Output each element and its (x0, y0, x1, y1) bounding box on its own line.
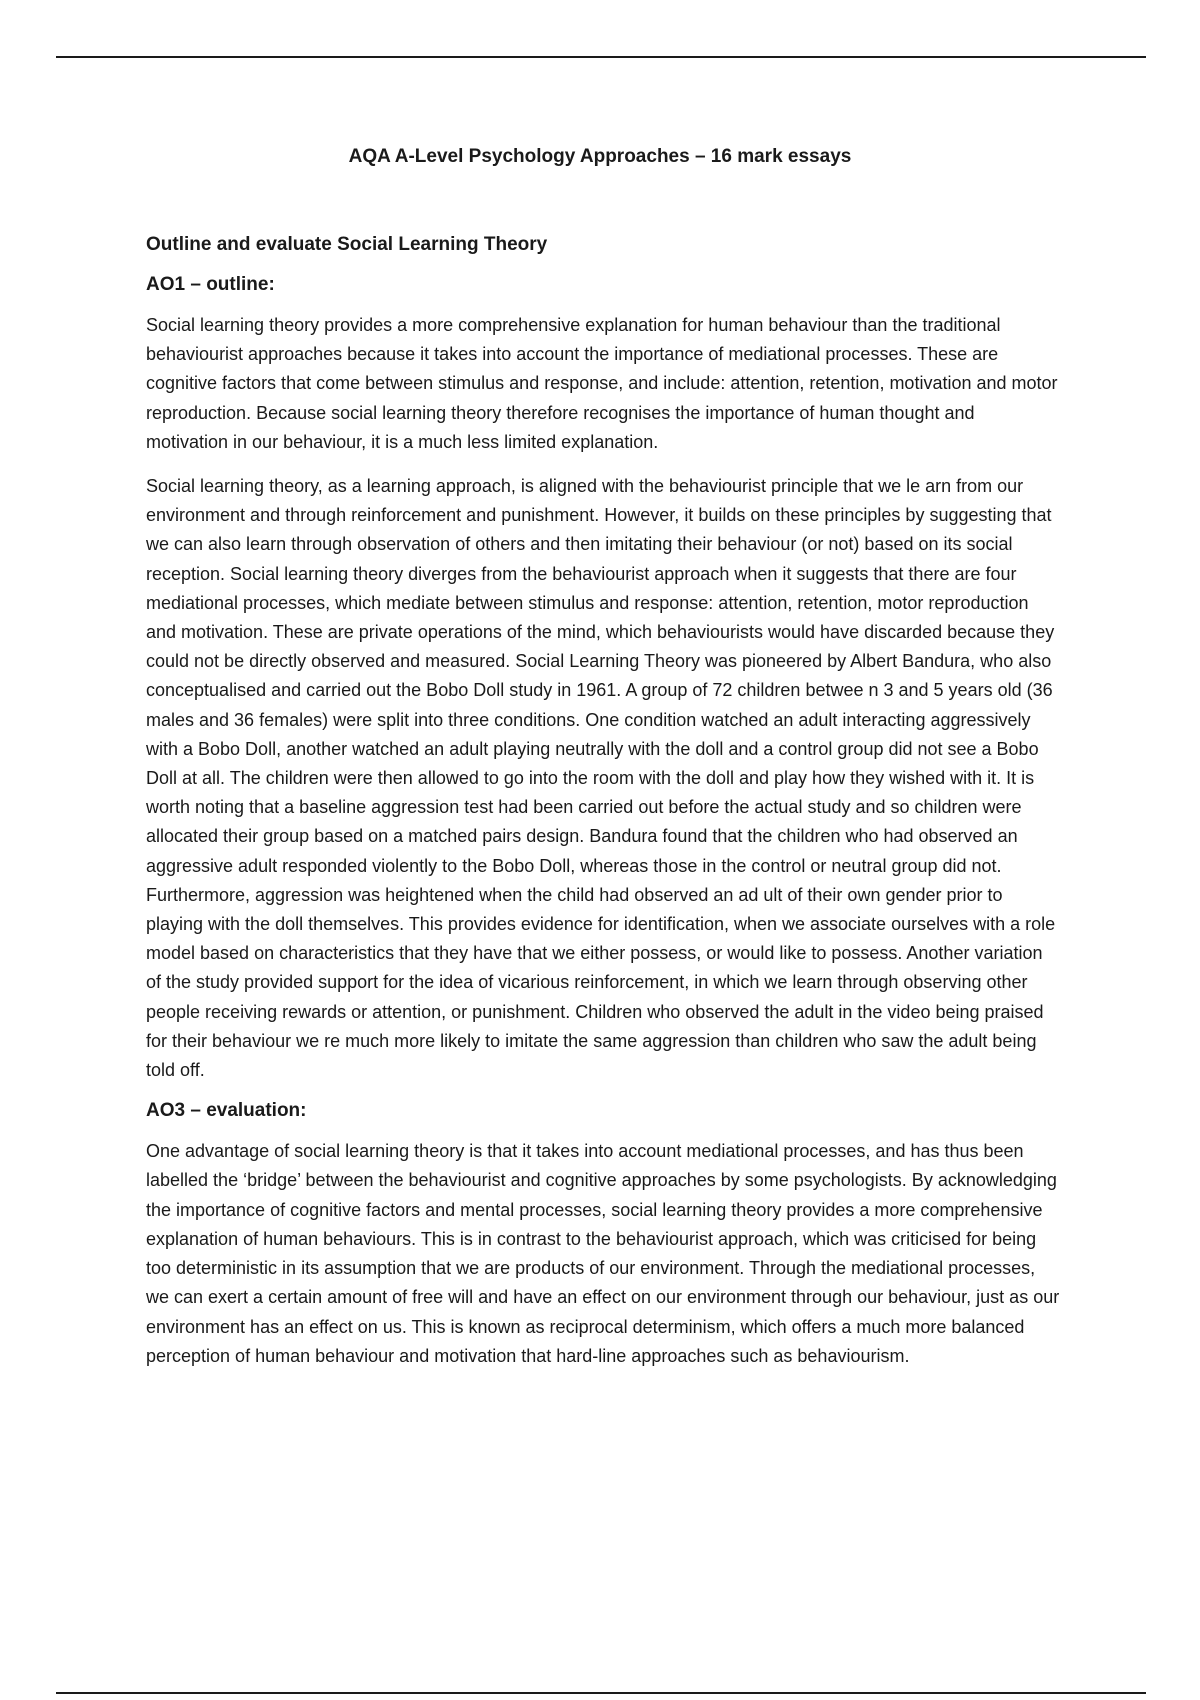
paragraph: One advantage of social learning theory is that it takes into account mediational processes, and has thus been labelled the ‘bridge’ between the behaviourist and cognitive approaches by some psychologists. By acknowledging the importance of cognitive factors and mental processes, social learning theory provides a more comprehensive explanation of human behaviours. This is in contrast to the behaviourist approach, which was criticised for being too deterministic in its assumption that we are products of our environment. Through the mediational processes, we can exert a certain amount of free will and have an effect on our environment through our behaviour, just as our environment has an effect on us. This is known as reciprocal determinism, which offers a much more balanced perception of human behaviour and motivation that hard-line approaches such as behaviourism. (146, 1141, 1060, 1366)
footer-rule (56, 1692, 1146, 1694)
section-heading-ao3: AO3 – evaluation: (146, 1100, 307, 1122)
essay-question: Outline and evaluate Social Learning Theory (146, 234, 548, 255)
essay-content (146, 234, 1061, 1386)
section-heading-ao1: AO1 – outline: (146, 274, 275, 295)
paragraph: Social learning theory, as a learning approach, is aligned with the behaviourist principle that we le arn from our environment and through reinforcement and punishment. However, it builds on these principles by suggesting that we can also learn through observation of others and then imitating their behaviour (or not) based on its social reception. Social learning theory diverges from the behaviourist approach when it suggests that there are four mediational processes, which mediate between stimulus and response: attention, retention, motor reproduction and motivation. These are private operations of the mind, which behaviourists would have discarded because they could not be directly observed and measured. Social Learning Theory was pioneered by Albert Bandura, who also conceptualised and carried out the Bobo Doll study in 1961. A group of 72 children betwee n 3 and 5 years old (36 males and 36 females) were split into three conditions. One condition watched an adult interacting aggressively with a Bobo Doll, another watched an adult playing neutrally with the doll and a control group did not see a Bobo Doll at all. The children were then allowed to go into the room with the doll and play how they wished with it. It is worth noting that a baseline aggression test had been carried out before the actual study and so children were allocated their group based on a matched pairs design. Bandura found that the children who had observed an aggressive adult responded violently to the Bobo Doll, whereas those in the control or neutral group did not. Furthermore, aggression was heightened when the child had observed an ad ult of their own gender prior to playing with the doll themselves. This provides evidence for identification, when we associate ourselves with a role model based on characteristics that they have that we either possess, or would like to possess. Another variation of the study provided support for the idea of vicarious reinforcement, in which we learn through observing other people receiving rewards or attention, or punishment. Children who observed the adult in the video being praised for their behaviour we re much more likely to imitate the same aggression than children who saw the adult being told off. (146, 476, 1056, 1081)
section-ao3 (146, 1100, 1061, 1371)
paragraph: Social learning theory provides a more comprehensive explanation for human behaviour than the traditional behaviourist approaches because it takes into account the importance of mediational processes. These are cognitive factors that come between stimulus and response, and include: attention, retention, motivation and motor reproduction. Because social learning theory therefore recognises the importance of human thought and motivation in our behaviour, it is a much less limited explanation. (146, 315, 1058, 452)
section-ao1 (146, 274, 1061, 1085)
document-title: AQA A-Level Psychology Approaches – 16 mark essays (348, 146, 852, 167)
header-rule (56, 56, 1146, 58)
